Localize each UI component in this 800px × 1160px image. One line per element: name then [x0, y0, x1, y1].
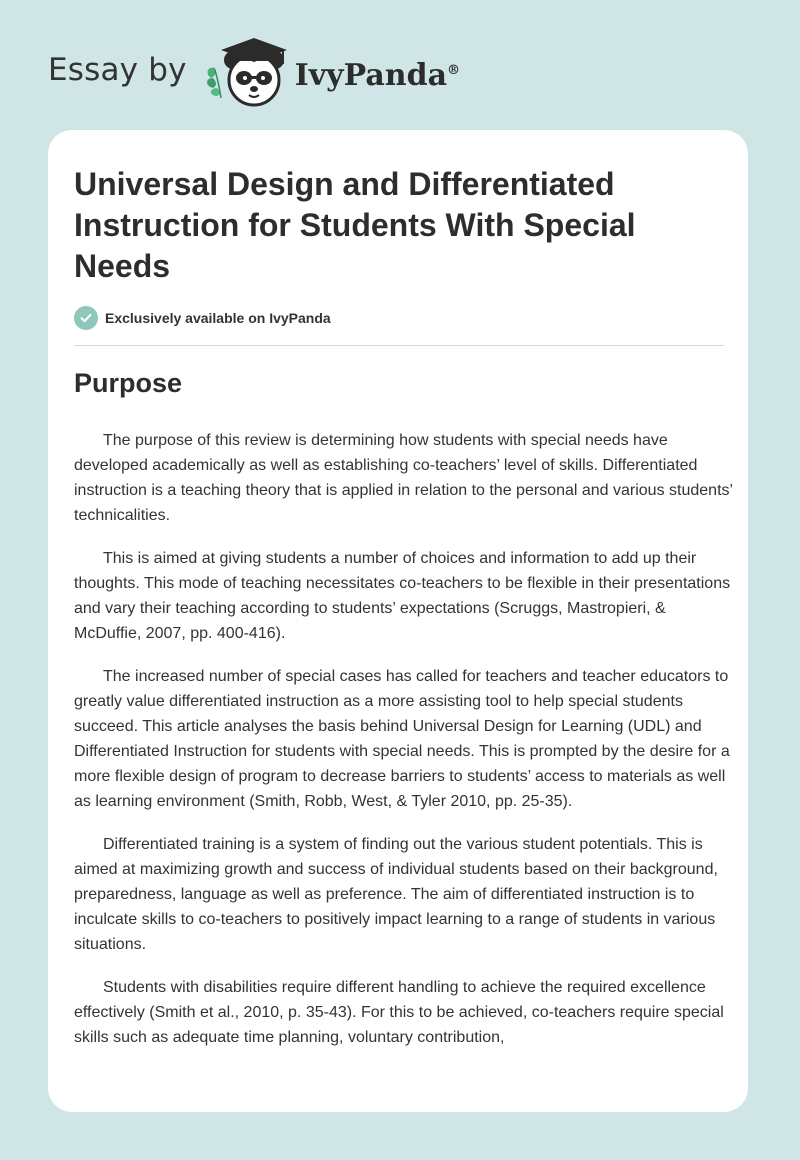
exclusive-badge-label: Exclusively available on IvyPanda	[105, 310, 331, 326]
brand-text: IvyPanda	[294, 57, 448, 93]
section-heading: Purpose	[74, 368, 183, 398]
brand-name[interactable]	[295, 58, 460, 93]
exclusive-badge	[74, 306, 331, 330]
check-icon	[74, 306, 98, 330]
panda-logo-icon[interactable]	[203, 34, 291, 110]
essay-title: Universal Design and Differentiated Instruction for Students With Special Needs	[74, 166, 636, 284]
essay-by-label: Essay by	[48, 52, 187, 88]
site-header	[48, 34, 460, 110]
essay-card	[48, 130, 748, 1112]
paragraph: Differentiated training is a system of finding out the various student potentials. This is aimed at maximizing growth and success of individual students based on their background, preparedness, language as well as preference. The aim of differentiated instruction is to inculcate skills to co-teachers to positively impact learning to a range of students in various situations.	[74, 836, 718, 953]
paragraph: The purpose of this review is determining how students with special needs have developed academically as well as establishing co-teachers’ level of skills. Differentiated instruction is a teaching theory that is applied in relation to the personal and various students’ technicalities.	[74, 432, 733, 524]
paragraph: Students with disabilities require different handling to achieve the required excellence effectively (Smith et al., 2010, p. 35-43). For this to be achieved, co-teachers require special skills such as adequate time planning, voluntary contribution,	[74, 979, 724, 1046]
paragraph: This is aimed at giving students a number of choices and information to add up their thoughts. This mode of teaching necessitates co-teachers to be flexible in their presentations and vary their teaching according to students’ expectations (Scruggs, Mastropieri, & McDuffie, 2007, pp. 400-416).	[74, 550, 731, 642]
paragraph: The increased number of special cases has called for teachers and teacher educators to greatly value differentiated instruction as a more assisting tool to help special students succeed. This article analyses the basis behind Universal Design for Learning (UDL) and Differentiated Instruction for students with special needs. This is prompted by the desire for a more flexible design of program to decrease barriers to students’ access to materials as well as learning environment (Smith, Robb, West, & Tyler 2010, pp. 25-35).	[74, 668, 730, 810]
trademark-symbol: ®	[447, 62, 461, 78]
essay-body	[74, 428, 734, 1068]
divider	[74, 345, 724, 346]
